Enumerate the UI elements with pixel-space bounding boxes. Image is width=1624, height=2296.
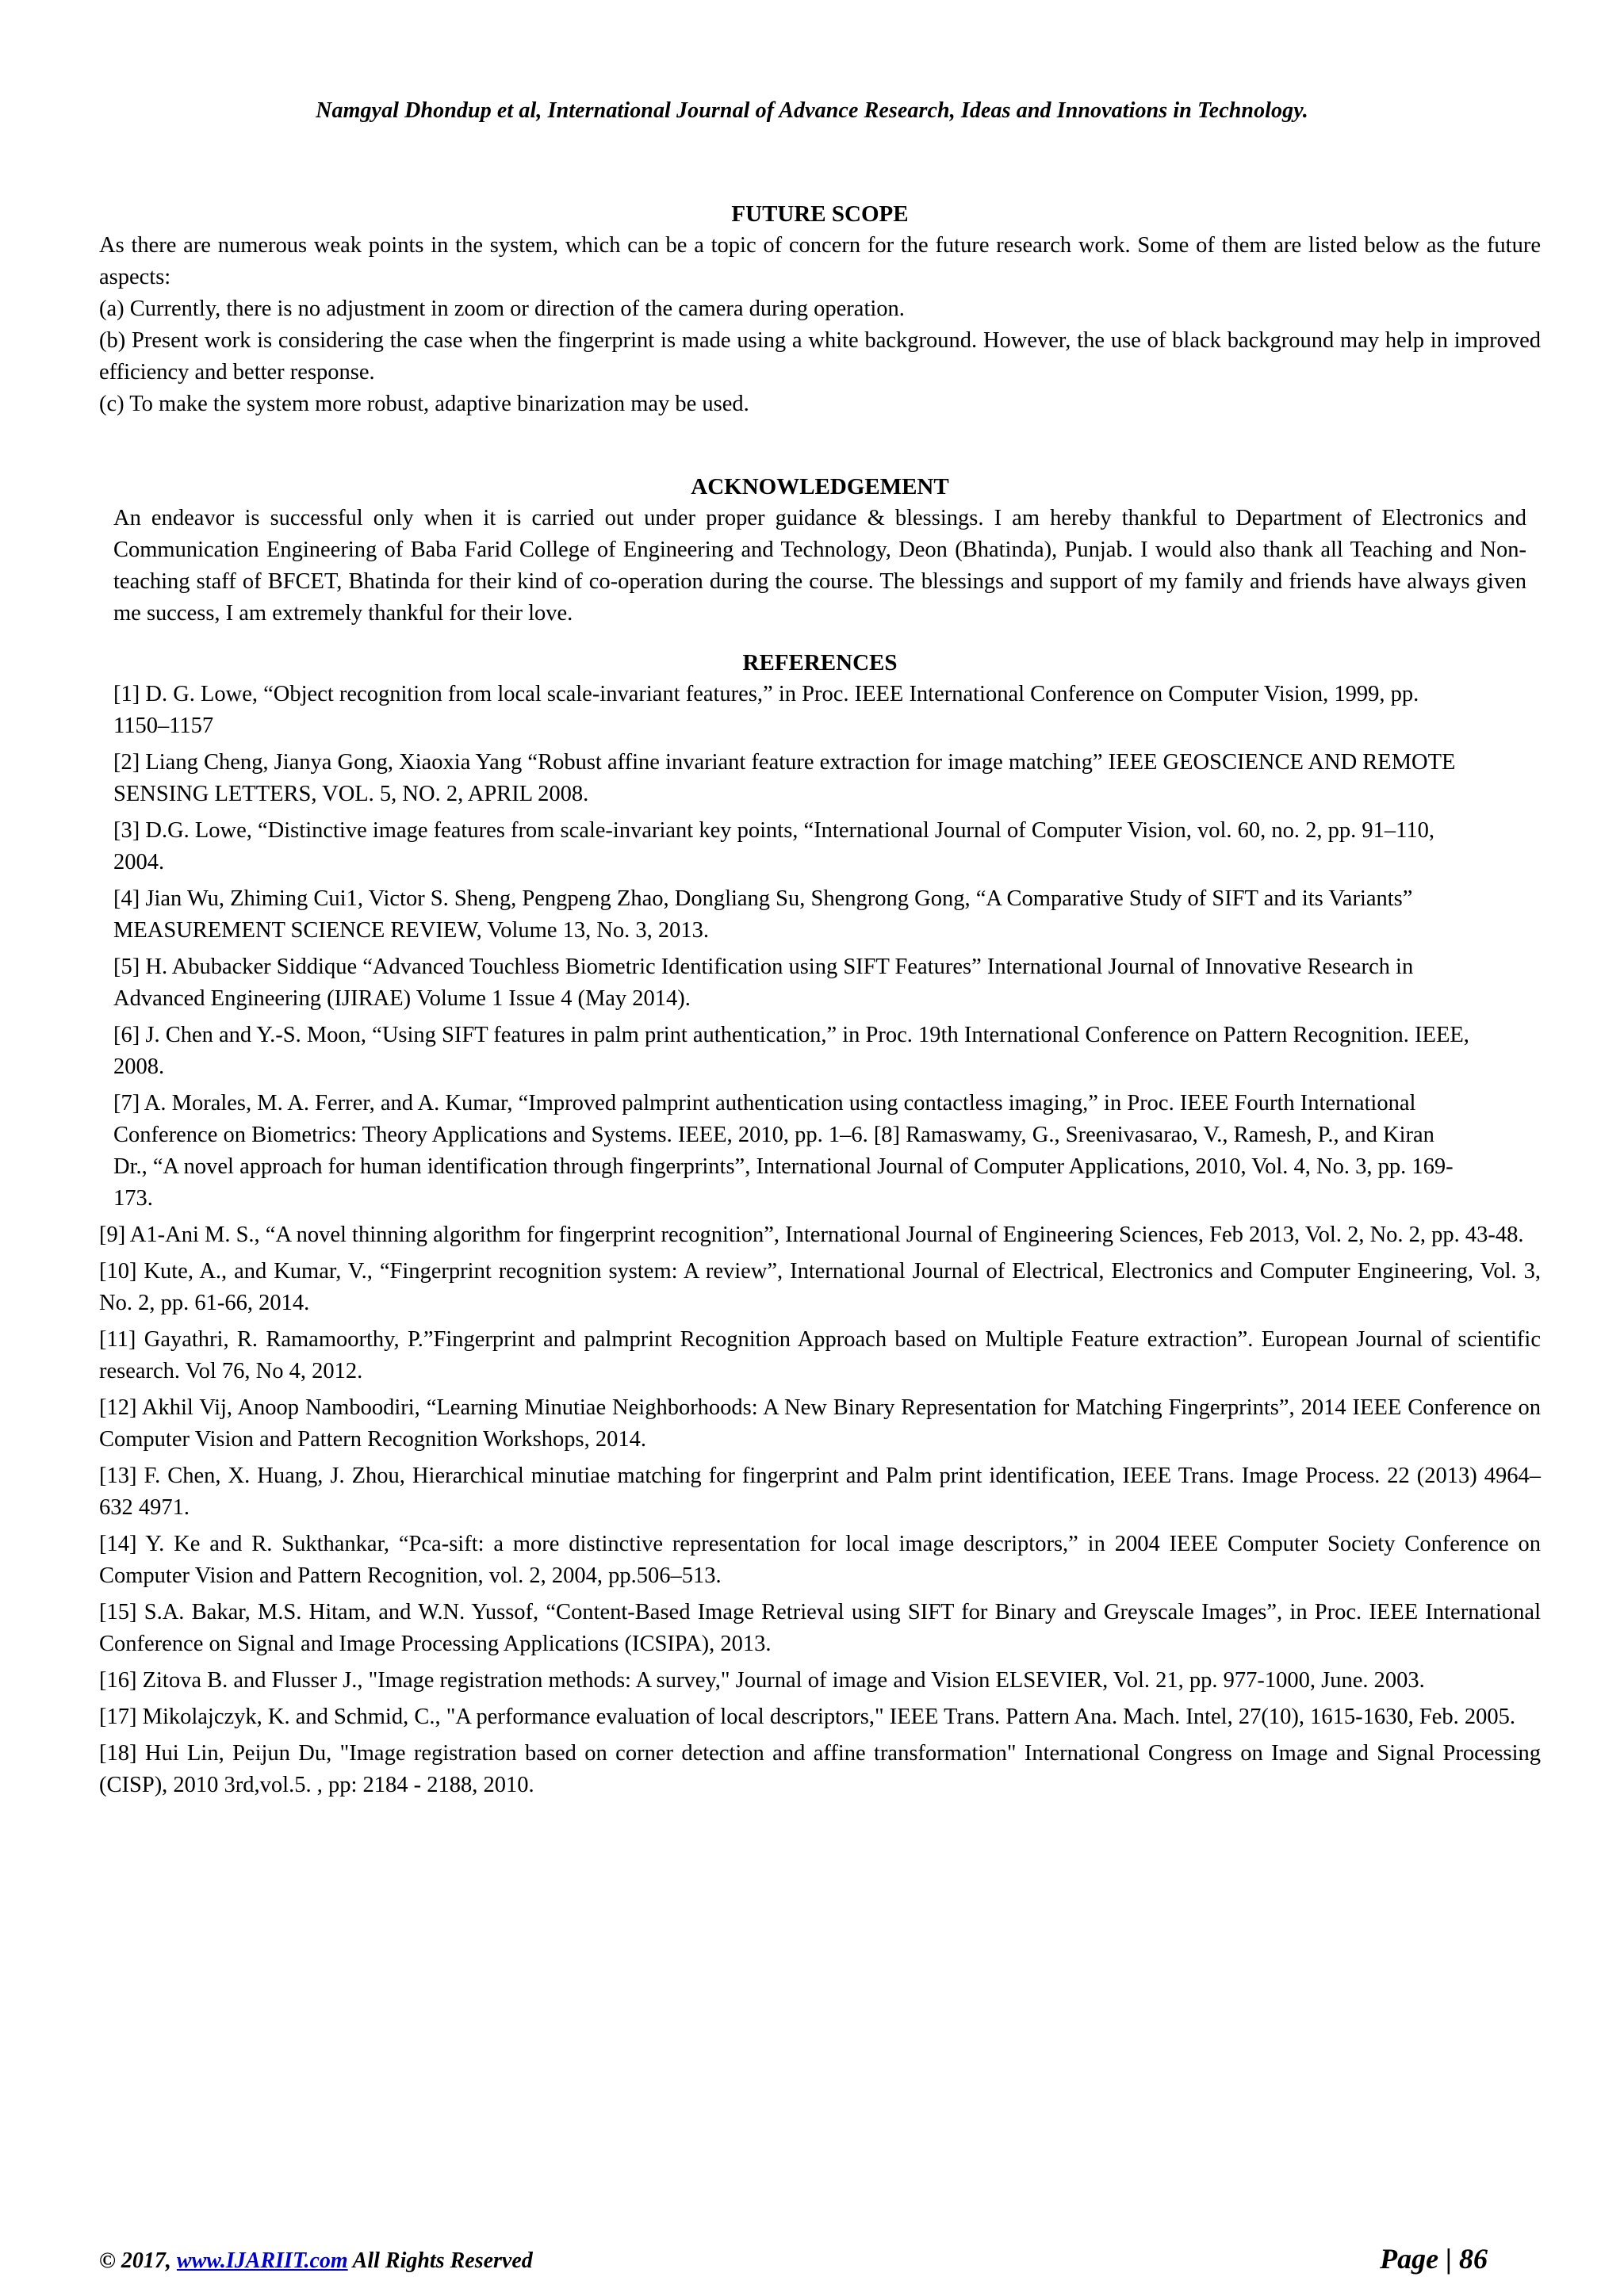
footer-copyright xyxy=(99,2248,533,2274)
reference-item: [7] A. Morales, M. A. Ferrer, and A. Kumar, “Improved palmprint authentication using contactless imaging,” in Proc. IEEE Fourth International Conference on Biometrics: Theory Applications and Systems. IEEE, 2010, pp. 1–6. [8] Ramaswamy, G., Sreenivasarao, V., Ramesh, P., and Kiran Dr., “A novel approach for human identification through fingerprints”, International Journal of Computer Applications, 2010, Vol. 4, No. 3, pp. 169-173. xyxy=(113,1091,1454,1211)
page-content xyxy=(99,198,1541,1806)
page-number: Page | 86 xyxy=(1380,2243,1488,2275)
future-scope-item-a: (a) Currently, there is no adjustment in zoom or direction of the camera during operation. xyxy=(99,297,905,321)
acknowledgement-heading: ACKNOWLEDGEMENT xyxy=(691,474,949,499)
reference-item: [3] D.G. Lowe, “Distinctive image features from scale-invariant key points, “International Journal of Computer Vision, vol. 60, no. 2, pp. 91–110, 2004. xyxy=(113,818,1434,874)
footer-copyright-prefix: © 2017, xyxy=(99,2248,177,2273)
reference-item: [10] Kute, A., and Kumar, V., “Fingerprint recognition system: A review”, International Journal of Electrical, Electronics and Computer Engineering, Vol. 3, No. 2, pp. 61-66, 2014. xyxy=(99,1259,1541,1315)
footer-site-link[interactable]: www.IJARIIT.com xyxy=(176,2248,348,2273)
reference-item: [18] Hui Lin, Peijun Du, "Image registration based on corner detection and affine transformation" International Congress on Image and Signal Processing (CISP), 2010 3rd,vol.5. , pp: 2184 - 2188, 2010. xyxy=(99,1741,1541,1797)
reference-item: [16] Zitova B. and Flusser J., "Image registration methods: A survey," Journal of image and Vision ELSEVIER, Vol. 21, pp. 977-1000, June. 2003. xyxy=(99,1668,1425,1693)
reference-item: [9] A1-Ani M. S., “A novel thinning algorithm for fingerprint recognition”, International Journal of Engineering Sciences, Feb 2013, Vol. 2, No. 2, pp. 43-48. xyxy=(99,1223,1524,1247)
reference-item: [17] Mikolajczyk, K. and Schmid, C., "A performance evaluation of local descriptors," IEEE Trans. Pattern Ana. Mach. Intel, 27(10), 1615-1630, Feb. 2005. xyxy=(99,1705,1515,1729)
references-section xyxy=(99,647,1541,1801)
future-scope-item-c: (c) To make the system more robust, adaptive binarization may be used. xyxy=(99,392,749,416)
reference-item: [15] S.A. Bakar, M.S. Hitam, and W.N. Yussof, “Content-Based Image Retrieval using SIFT for Binary and Greyscale Images”, in Proc. IEEE International Conference on Signal and Image Processing Applications (ICSIPA), 2013. xyxy=(99,1600,1541,1656)
footer-copyright-suffix: All Rights Reserved xyxy=(347,2248,533,2273)
reference-item: [14] Y. Ke and R. Sukthankar, “Pca-sift: a more distinctive representation for local image descriptors,” in 2004 IEEE Computer Society Conference on Computer Vision and Pattern Recognition, vol. 2, 2004, pp.506–513. xyxy=(99,1532,1541,1588)
acknowledgement-section xyxy=(99,471,1541,629)
reference-item: [6] J. Chen and Y.-S. Moon, “Using SIFT features in palm print authentication,” in Proc. 19th International Conference on Pattern Recognition. IEEE, 2008. xyxy=(113,1023,1469,1079)
reference-item: [5] H. Abubacker Siddique “Advanced Touchless Biometric Identification using SIFT Features” International Journal of Innovative Research in Advanced Engineering (IJIRAE) Volume 1 Issue 4 (May 2014). xyxy=(113,955,1414,1011)
future-scope-heading: FUTURE SCOPE xyxy=(731,201,909,227)
future-scope-section xyxy=(99,198,1541,420)
future-scope-item-b: (b) Present work is considering the case when the fingerprint is made using a white background. However, the use of black background may help in improved efficiency and better response. xyxy=(99,328,1541,385)
reference-item: [12] Akhil Vij, Anoop Namboodiri, “Learning Minutiae Neighborhoods: A New Binary Representation for Matching Fingerprints”, 2014 IEEE Conference on Computer Vision and Pattern Recognition Workshops, 2014. xyxy=(99,1395,1541,1452)
acknowledgement-body: An endeavor is successful only when it is carried out under proper guidance & blessings. I am hereby thankful to Department of Electronics and Communication Engineering of Baba Farid College of Engineering and Technology, Deon (Bhatinda), Punjab. I would also thank all Teaching and Non-teaching staff of BFCET, Bhatinda for their kind of co-operation during the course. The blessings and support of my family and friends have always given me success, I am extremely thankful for their love. xyxy=(113,506,1526,626)
reference-item: [11] Gayathri, R. Ramamoorthy, P.”Fingerprint and palmprint Recognition Approach based on Multiple Feature extraction”. European Journal of scientific research. Vol 76, No 4, 2012. xyxy=(99,1327,1541,1383)
reference-item: [4] Jian Wu, Zhiming Cui1, Victor S. Sheng, Pengpeng Zhao, Dongliang Su, Shengrong Gong, “A Comparative Study of SIFT and its Variants” MEASUREMENT SCIENCE REVIEW, Volume 13, No. 3, 2013. xyxy=(113,886,1413,943)
reference-item: [2] Liang Cheng, Jianya Gong, Xiaoxia Yang “Robust affine invariant feature extraction for image matching” IEEE GEOSCIENCE AND REMOTE SENSING LETTERS, VOL. 5, NO. 2, APRIL 2008. xyxy=(113,750,1456,806)
future-scope-paragraph: As there are numerous weak points in the system, which can be a topic of concern for the future research work. Some of them are listed below as the future aspects: xyxy=(99,233,1541,289)
references-heading: REFERENCES xyxy=(742,650,898,675)
running-header: Namgyal Dhondup et al, International Journal of Advance Research, Ideas and Innovations in Technology. xyxy=(316,98,1308,123)
reference-item: [13] F. Chen, X. Huang, J. Zhou, Hierarchical minutiae matching for fingerprint and Palm print identification, IEEE Trans. Image Process. 22 (2013) 4964– 632 4971. xyxy=(99,1464,1541,1520)
reference-item: [1] D. G. Lowe, “Object recognition from local scale-invariant features,” in Proc. IEEE International Conference on Computer Vision, 1999, pp. 1150–1157 xyxy=(113,682,1419,738)
